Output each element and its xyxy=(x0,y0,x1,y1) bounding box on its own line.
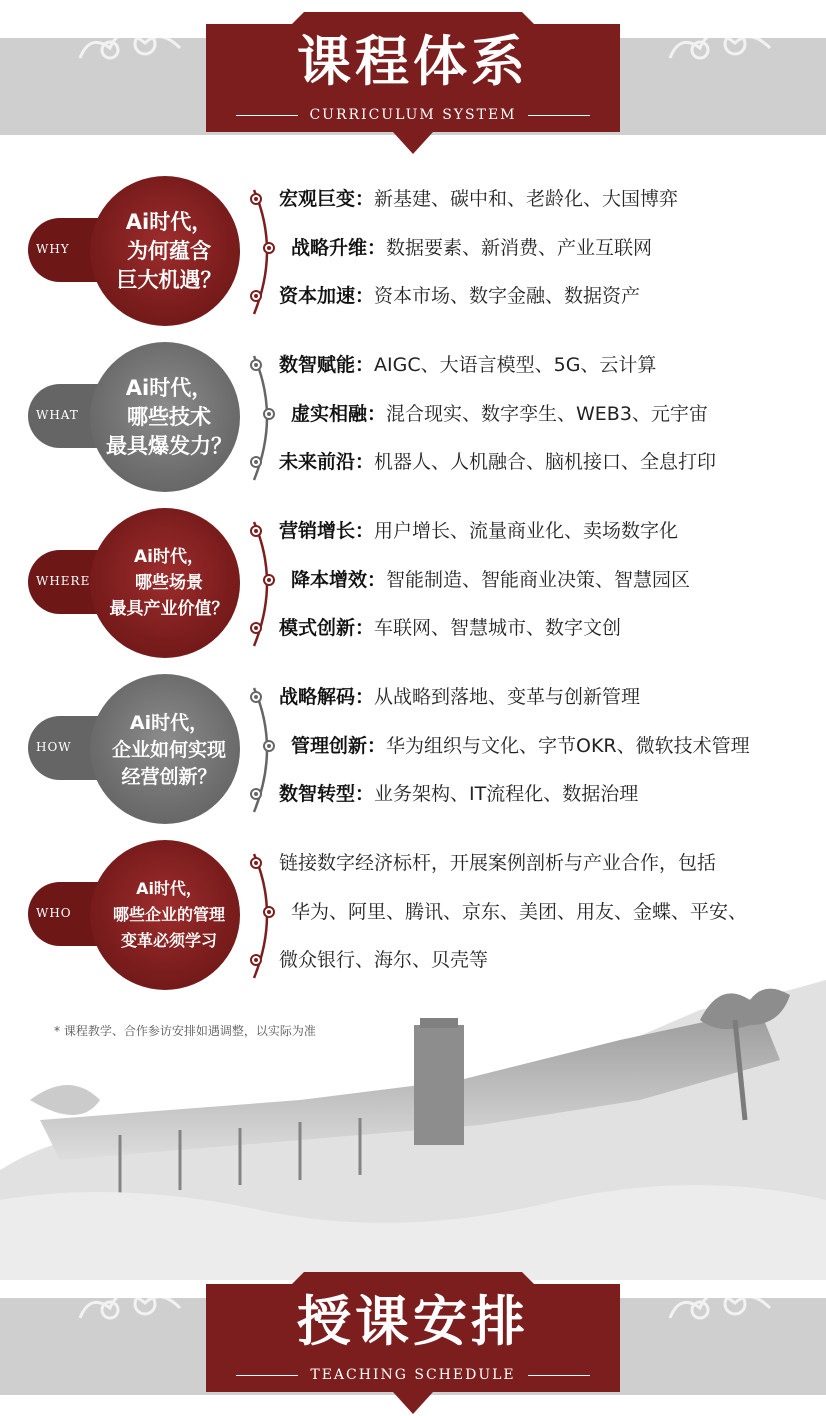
list-item: 降本增效：智能制造、智能商业决策、智慧园区 xyxy=(291,569,691,591)
banner-subtitle: CURRICULUM SYSTEM xyxy=(309,107,517,123)
bullet-icon xyxy=(250,788,262,800)
bullet-icon xyxy=(250,193,262,205)
list-item: 战略解码：从战略到落地、变革与创新管理 xyxy=(279,686,641,708)
list-item: 模式创新：车联网、智慧城市、数字文创 xyxy=(279,617,622,639)
bullet-icon xyxy=(250,622,262,634)
bullet-icon xyxy=(250,359,262,371)
list-item: 宏观巨变：新基建、碳中和、老龄化、大国博弈 xyxy=(279,188,679,210)
banner-title: 课程体系 xyxy=(297,30,529,93)
list-item: 资本加速：资本市场、数字金融、数据资产 xyxy=(279,285,641,307)
footnote: * 课程教学、合作参访安排如遇调整，以实际为准 xyxy=(54,1024,316,1038)
banner-title: 授课安排 xyxy=(297,1290,529,1353)
list-item: 数智转型：业务架构、IT流程化、数据治理 xyxy=(279,783,639,805)
row-where xyxy=(0,502,826,662)
row-question: Ai时代， 为何蕴含 巨大机遇？ xyxy=(116,210,222,292)
bullet-icon xyxy=(263,408,275,420)
bullet-icon xyxy=(250,691,262,703)
list-item: 虚实相融：混合现实、数字孪生、WEB3、元宇宙 xyxy=(291,403,708,425)
row-question: Ai时代， 企业如何实现 经营创新？ xyxy=(111,712,226,788)
cloud-ornament-icon xyxy=(660,8,790,78)
bullet-icon xyxy=(250,857,262,869)
banner-pointer xyxy=(393,1392,433,1414)
row-question: Ai时代， 哪些场景 最具产业价值？ xyxy=(109,547,229,619)
cloud-ornament-icon xyxy=(70,8,200,78)
cloud-ornament-icon xyxy=(70,1268,200,1338)
row-question: Ai时代， 哪些企业的管理 变革必须学习 xyxy=(112,879,225,950)
ink-landscape-icon xyxy=(0,950,826,1280)
list-item: 战略升维：数据要素、新消费、产业互联网 xyxy=(291,237,653,259)
row-tag: WHY xyxy=(36,242,70,256)
row-tag: WHAT xyxy=(36,408,79,422)
bullet-icon xyxy=(250,525,262,537)
list-item: 华为、阿里、腾讯、京东、美团、用友、金蝶、平安、 xyxy=(291,901,748,923)
bullet-icon xyxy=(263,740,275,752)
banner-pointer xyxy=(393,132,433,154)
bullet-icon xyxy=(263,242,275,254)
list-item: 链接数字经济标杆，开展案例剖析与产业合作，包括 xyxy=(279,852,717,874)
row-how xyxy=(0,668,826,828)
banner-subtitle: TEACHING SCHEDULE xyxy=(310,1367,516,1383)
row-why xyxy=(0,170,826,330)
row-tag: HOW xyxy=(36,740,72,754)
bullet-icon xyxy=(263,906,275,918)
list-item: 微众银行、海尔、贝壳等 xyxy=(279,949,489,971)
list-item: 营销增长：用户增长、流量商业化、卖场数字化 xyxy=(279,520,679,542)
list-item: 未来前沿：机器人、人机融合、脑机接口、全息打印 xyxy=(279,451,717,473)
bullet-icon xyxy=(250,456,262,468)
cloud-ornament-icon xyxy=(660,1268,790,1338)
row-question: Ai时代， 哪些技术 最具爆发力？ xyxy=(106,376,232,458)
row-tag: WHERE xyxy=(36,574,91,588)
row-tag: WHO xyxy=(36,906,72,920)
list-item: 数智赋能：AIGC、大语言模型、5G、云计算 xyxy=(279,354,657,376)
top-banner xyxy=(0,0,826,155)
bullet-icon xyxy=(263,574,275,586)
list-item: 管理创新：华为组织与文化、字节OKR、微软技术管理 xyxy=(291,735,750,757)
row-what xyxy=(0,336,826,496)
bullet-icon xyxy=(250,290,262,302)
bottom-banner xyxy=(0,1260,826,1415)
